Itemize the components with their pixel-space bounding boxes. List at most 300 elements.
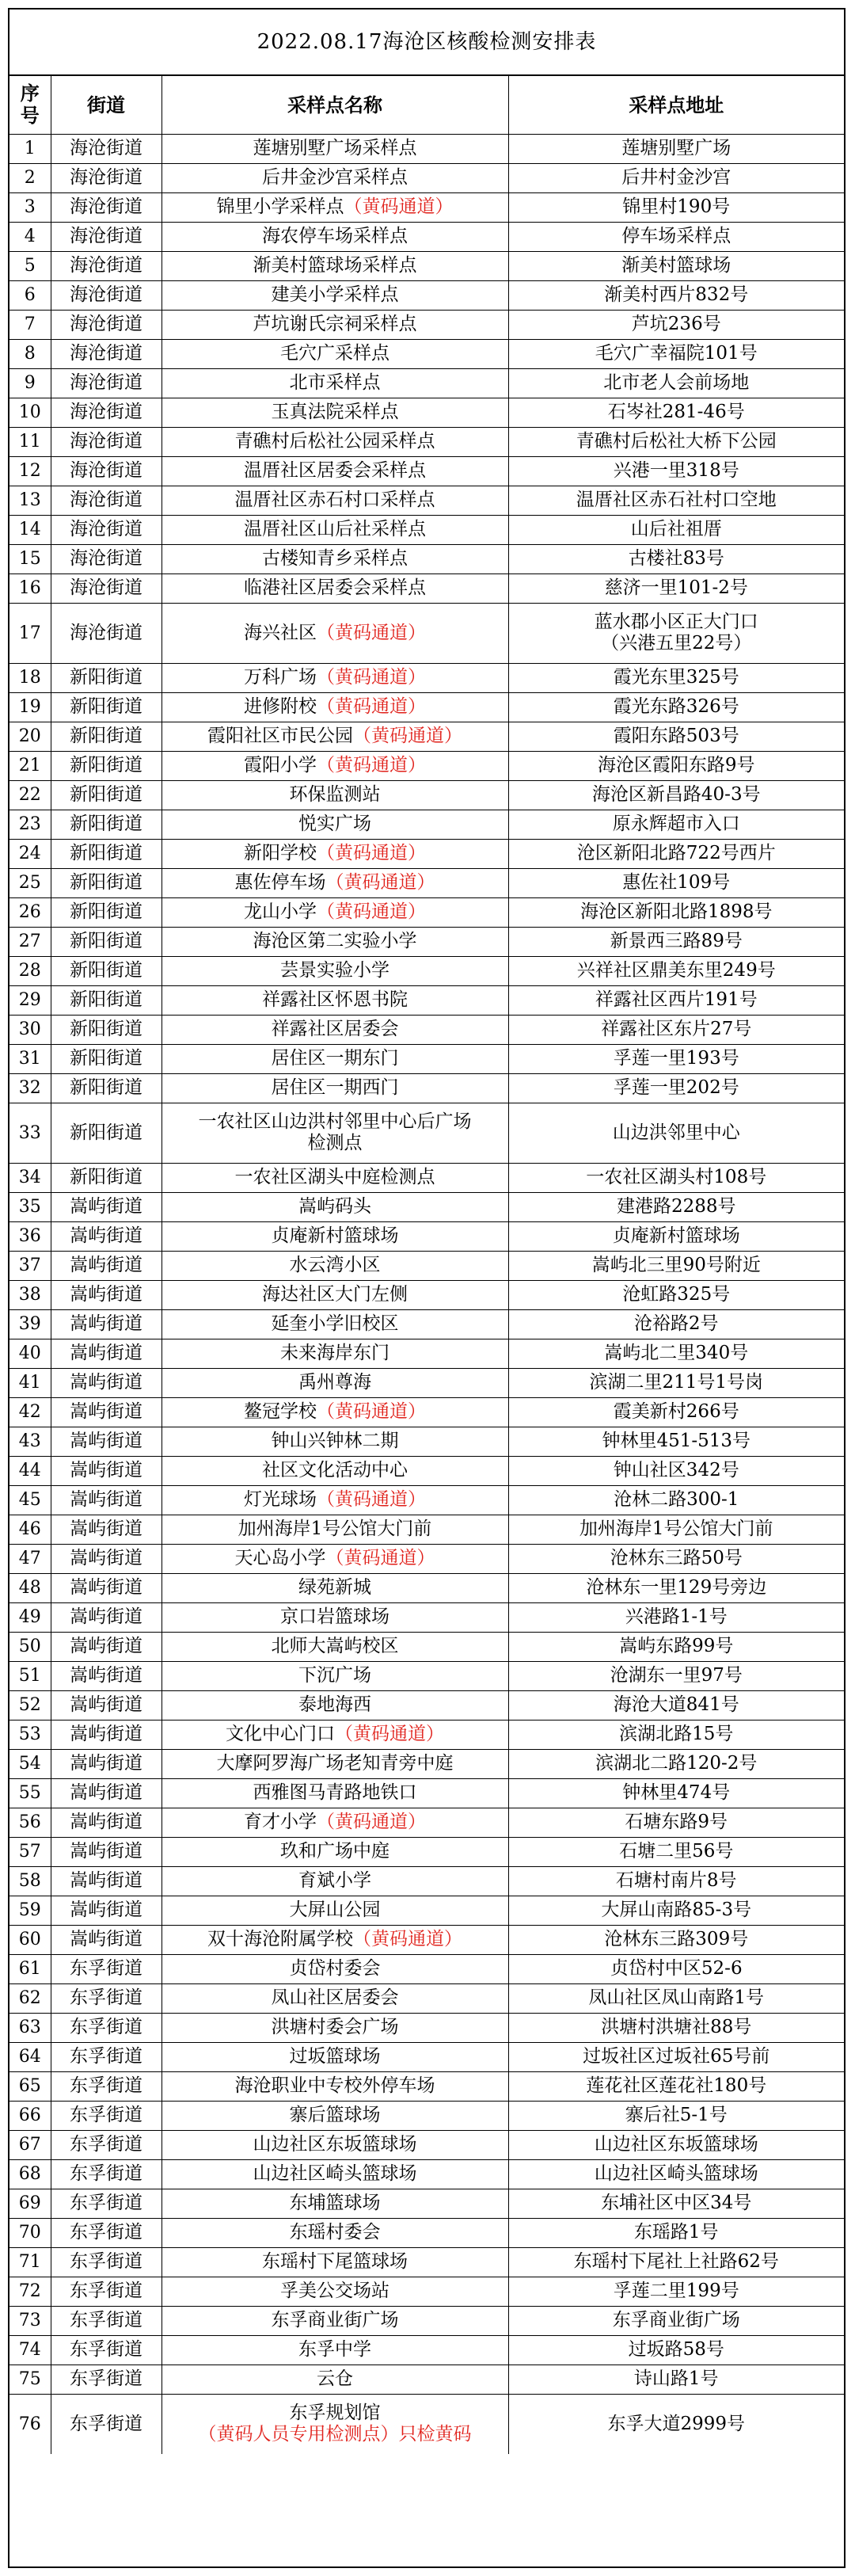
schedule-table: [10, 76, 844, 2454]
name-text: 水云湾小区: [289, 1255, 381, 1275]
cell-address: [508, 192, 844, 222]
address-text: 凤山社区凤山南路1号: [588, 1987, 765, 2008]
cell-address: [508, 2013, 844, 2042]
address-text: 孚莲二里199号: [613, 2281, 739, 2301]
cell-seq: 51: [10, 1661, 51, 1690]
cell-street: 嵩屿街道: [51, 1632, 162, 1661]
cell-name: [162, 2042, 508, 2071]
cell-name: [162, 368, 508, 398]
cell-seq: 49: [10, 1602, 51, 1632]
name-text: 山边社区东坂篮球场: [253, 2134, 417, 2155]
cell-name: [162, 2159, 508, 2189]
cell-address: [508, 1163, 844, 1192]
cell-name: [162, 1808, 508, 1837]
cell-name: [162, 868, 508, 897]
address-text: 加州海岸1号公馆大门前: [579, 1519, 773, 1539]
name-text: 温厝社区山后社采样点: [244, 519, 426, 539]
cell-name: [162, 751, 508, 780]
cell-street: 东孚街道: [51, 1954, 162, 1983]
cell-seq: 75: [10, 2365, 51, 2394]
table-row: [10, 1044, 844, 1073]
name-text: 海农停车场采样点: [262, 226, 408, 246]
cell-seq: 30: [10, 1015, 51, 1044]
name-text: 贞庵新村篮球场: [271, 1225, 399, 1246]
table-row: [10, 163, 844, 192]
table-row: [10, 1280, 844, 1309]
cell-street: 东孚街道: [51, 2277, 162, 2306]
cell-seq: 62: [10, 1983, 51, 2013]
address-text: 大屏山南路85-3号: [601, 1900, 752, 1920]
cell-address: [508, 2101, 844, 2130]
cell-address: [508, 515, 844, 544]
cell-address: [508, 1397, 844, 1427]
cell-seq: 71: [10, 2247, 51, 2277]
cell-street: 新阳街道: [51, 692, 162, 722]
cell-name: [162, 1044, 508, 1073]
name-text: 东孚中学: [298, 2339, 371, 2360]
address-text: 嵩屿北二里340号: [604, 1343, 749, 1363]
yellow-code-tag: （黄码通道）: [344, 196, 454, 217]
address-text: 海沧区新昌路40-3号: [591, 784, 761, 805]
cell-name: [162, 1192, 508, 1221]
cell-street: 海沧街道: [51, 574, 162, 603]
cell-street: 嵩屿街道: [51, 1456, 162, 1485]
cell-address: [508, 1808, 844, 1837]
address-text: 洪塘村洪塘社88号: [601, 2017, 752, 2037]
cell-name: [162, 2247, 508, 2277]
yellow-code-tag: （黄码通道）: [317, 1812, 426, 1832]
cell-seq: 2: [10, 163, 51, 192]
cell-street: 东孚街道: [51, 2335, 162, 2365]
address-text: 沧湖东一里97号: [610, 1665, 743, 1686]
name-text: 京口岩篮球场: [280, 1606, 390, 1627]
name-text: 东孚规划馆: [289, 2403, 381, 2424]
address-text: 一农社区湖头村108号: [586, 1167, 767, 1187]
table-row: [10, 398, 844, 427]
schedule-sheet: [8, 8, 846, 2568]
address-text: 沧裕路2号: [633, 1313, 719, 1334]
name-text: 锦里小学采样点: [216, 196, 344, 217]
address-text: 锦里村190号: [622, 196, 731, 217]
table-row: [10, 1073, 844, 1103]
cell-seq: 63: [10, 2013, 51, 2042]
table-row: [10, 1866, 844, 1896]
cell-street: 新阳街道: [51, 722, 162, 751]
table-row: [10, 427, 844, 456]
cell-name: [162, 2013, 508, 2042]
cell-address: [508, 1103, 844, 1163]
table-row: [10, 2189, 844, 2218]
name-text: 钟山兴钟林二期: [271, 1431, 399, 1451]
cell-address: [508, 1925, 844, 1954]
table-row: [10, 1808, 844, 1837]
cell-street: 嵩屿街道: [51, 1368, 162, 1397]
cell-street: 海沧街道: [51, 192, 162, 222]
header-row: [10, 76, 844, 134]
cell-name: [162, 574, 508, 603]
name-text: 西雅图马青路地铁口: [253, 1782, 417, 1803]
cell-name: [162, 1690, 508, 1720]
cell-seq: 31: [10, 1044, 51, 1073]
table-row: [10, 222, 844, 251]
cell-address: [508, 722, 844, 751]
cell-street: 嵩屿街道: [51, 1192, 162, 1221]
cell-name: [162, 2218, 508, 2247]
name-text: 北市采样点: [289, 372, 381, 393]
cell-address: [508, 398, 844, 427]
name-text: 玖和广场中庭: [280, 1841, 390, 1862]
table-row: [10, 515, 844, 544]
cell-seq: 56: [10, 1808, 51, 1837]
cell-name: [162, 2365, 508, 2394]
address-text: 莲花社区莲花社180号: [586, 2075, 767, 2096]
cell-address: [508, 1073, 844, 1103]
yellow-code-tag: （黄码通道）: [353, 726, 462, 746]
cell-seq: 7: [10, 310, 51, 339]
table-row: [10, 985, 844, 1015]
cell-address: [508, 1690, 844, 1720]
cell-street: 新阳街道: [51, 839, 162, 868]
cell-name: [162, 192, 508, 222]
address-text: 海沧区新阳北路1898号: [580, 901, 773, 922]
table-row: [10, 1485, 844, 1515]
cell-address: [508, 2042, 844, 2071]
cell-seq: 6: [10, 280, 51, 310]
cell-street: 东孚街道: [51, 1983, 162, 2013]
cell-street: 海沧街道: [51, 310, 162, 339]
table-row: [10, 2247, 844, 2277]
cell-name: [162, 2071, 508, 2101]
name-text: 温厝社区居委会采样点: [244, 460, 426, 481]
cell-name: [162, 1778, 508, 1808]
cell-address: [508, 897, 844, 927]
address-text: 贞岱村中区52-6: [610, 1958, 743, 1979]
cell-street: 东孚街道: [51, 2306, 162, 2335]
address-text: 山后社祖厝: [630, 519, 722, 539]
cell-seq: 69: [10, 2189, 51, 2218]
cell-address: [508, 456, 844, 486]
address-text: 嵩屿北三里90号附近: [591, 1255, 761, 1275]
table-row: [10, 1015, 844, 1044]
name-text: 云仓: [317, 2368, 353, 2389]
cell-address: [508, 251, 844, 280]
table-row: [10, 1983, 844, 2013]
address-text: 祥露社区西片191号: [595, 989, 758, 1010]
address-text: 渐美村西片832号: [604, 284, 749, 305]
cell-name: [162, 2130, 508, 2159]
cell-address: [508, 2159, 844, 2189]
name-text: 毛穴广采样点: [280, 343, 390, 364]
cell-street: 嵩屿街道: [51, 1485, 162, 1515]
cell-street: 海沧街道: [51, 456, 162, 486]
cell-seq: 40: [10, 1339, 51, 1368]
name-text: 莲塘别墅广场采样点: [253, 138, 417, 158]
header-name: 采样点名称: [162, 76, 508, 134]
name-text: 海达社区大门左侧: [262, 1284, 408, 1305]
cell-address: [508, 486, 844, 515]
cell-address: [508, 1339, 844, 1368]
cell-seq: 61: [10, 1954, 51, 1983]
cell-seq: 66: [10, 2101, 51, 2130]
cell-seq: 68: [10, 2159, 51, 2189]
cell-name: [162, 486, 508, 515]
cell-name: [162, 956, 508, 985]
yellow-code-tag: （黄码通道）: [325, 1548, 435, 1568]
table-row: [10, 722, 844, 751]
cell-street: 嵩屿街道: [51, 1309, 162, 1339]
table-row: [10, 897, 844, 927]
table-row: [10, 2335, 844, 2365]
name-text: 居住区一期西门: [271, 1077, 399, 1098]
name-text: 霞阳小学: [244, 755, 317, 775]
cell-name: [162, 985, 508, 1015]
cell-name: [162, 134, 508, 163]
address-text: 祥露社区东片27号: [601, 1019, 752, 1039]
name-text: 过坂篮球场: [289, 2046, 381, 2067]
table-row: [10, 2101, 844, 2130]
cell-name: [162, 310, 508, 339]
cell-address: [508, 1896, 844, 1925]
cell-street: 新阳街道: [51, 1015, 162, 1044]
address-text: 东孚商业街广场: [612, 2310, 740, 2330]
cell-street: 东孚街道: [51, 2247, 162, 2277]
cell-street: 东孚街道: [51, 2218, 162, 2247]
cell-address: [508, 2277, 844, 2306]
address-text: 滨湖二里211号1号岗: [589, 1372, 764, 1393]
cell-name: [162, 163, 508, 192]
table-row: [10, 1661, 844, 1690]
name-text: 绿苑新城: [298, 1577, 371, 1598]
cell-seq: 57: [10, 1837, 51, 1866]
yellow-code-tag: （黄码通道）: [353, 1929, 462, 1949]
cell-name: [162, 1720, 508, 1749]
address-text: 石塘东路9号: [625, 1812, 728, 1832]
address-text: 滨湖北路15号: [619, 1724, 734, 1744]
cell-address: [508, 163, 844, 192]
cell-address: [508, 1749, 844, 1778]
address-text: 古楼社83号: [628, 548, 724, 569]
table-row: [10, 1749, 844, 1778]
cell-address: [508, 1427, 844, 1456]
name-text: 加州海岸1号公馆大门前: [238, 1519, 432, 1539]
table-row: [10, 1309, 844, 1339]
table-row: [10, 1339, 844, 1368]
address-text: 东孚大道2999号: [607, 2413, 746, 2434]
address-text: 温厝社区赤石社村口空地: [576, 490, 777, 510]
cell-address: [508, 134, 844, 163]
table-row: [10, 692, 844, 722]
name-text: 万科广场: [244, 667, 317, 688]
cell-name: [162, 1632, 508, 1661]
address-text: 蓝水郡小区正大门口: [594, 612, 758, 632]
table-row: [10, 134, 844, 163]
cell-seq: 52: [10, 1690, 51, 1720]
cell-address: [508, 1661, 844, 1690]
table-row: [10, 486, 844, 515]
header-street: 街道: [51, 76, 162, 134]
table-row: [10, 956, 844, 985]
table-row: [10, 456, 844, 486]
cell-street: 新阳街道: [51, 1073, 162, 1103]
cell-address: [508, 603, 844, 663]
name-text: 霞阳社区市民公园: [207, 726, 353, 746]
cell-address: [508, 1837, 844, 1866]
cell-name: [162, 722, 508, 751]
cell-name: [162, 1515, 508, 1544]
cell-address: [508, 339, 844, 368]
cell-address: [508, 2306, 844, 2335]
cell-street: 嵩屿街道: [51, 1925, 162, 1954]
address-text: 沧区新阳北路722号西片: [576, 843, 776, 863]
address-text: 兴港路1-1号: [625, 1606, 728, 1627]
address-text: 原永辉超市入口: [612, 814, 740, 834]
cell-address: [508, 1015, 844, 1044]
name-text: 文化中心门口: [226, 1724, 335, 1744]
table-row: [10, 192, 844, 222]
table-row: [10, 1573, 844, 1602]
name-text: 未来海岸东门: [280, 1343, 390, 1363]
cell-name: [162, 927, 508, 956]
cell-address: [508, 956, 844, 985]
cell-address: [508, 544, 844, 574]
address-text: 诗山路1号: [633, 2368, 719, 2389]
cell-street: 新阳街道: [51, 810, 162, 839]
cell-name: [162, 427, 508, 456]
cell-street: 嵩屿街道: [51, 1573, 162, 1602]
table-row: [10, 663, 844, 692]
table-row: [10, 1690, 844, 1720]
name-text: 海兴社区: [244, 622, 317, 643]
address-text: 石塘二里56号: [619, 1841, 734, 1862]
header-seq: [10, 76, 51, 134]
cell-street: 海沧街道: [51, 398, 162, 427]
name-text: 鳌冠学校: [244, 1401, 317, 1422]
cell-street: 嵩屿街道: [51, 1602, 162, 1632]
table-row: [10, 310, 844, 339]
table-row: [10, 339, 844, 368]
cell-address: [508, 1778, 844, 1808]
cell-name: [162, 1983, 508, 2013]
address-text: 滨湖北二路120-2号: [595, 1753, 758, 1774]
name-text: 洪塘村委会广场: [271, 2017, 399, 2037]
cell-name: [162, 222, 508, 251]
address-text: 钟林里474号: [622, 1782, 731, 1803]
cell-seq: 36: [10, 1221, 51, 1251]
name-text: 凤山社区居委会: [271, 1987, 399, 2008]
cell-street: 新阳街道: [51, 751, 162, 780]
cell-seq: 72: [10, 2277, 51, 2306]
table-row: [10, 1427, 844, 1456]
cell-address: [508, 1544, 844, 1573]
address-text: 东瑶路1号: [633, 2222, 719, 2243]
name-text: 玉真法院采样点: [271, 402, 399, 422]
cell-name: [162, 1339, 508, 1368]
cell-seq: 38: [10, 1280, 51, 1309]
name-text: 灯光球场: [244, 1489, 317, 1510]
table-row: [10, 1954, 844, 1983]
cell-address: [508, 1280, 844, 1309]
cell-seq: 45: [10, 1485, 51, 1515]
cell-name: [162, 2306, 508, 2335]
cell-seq: 29: [10, 985, 51, 1015]
cell-seq: 32: [10, 1073, 51, 1103]
name-text: 贞岱村委会: [289, 1958, 381, 1979]
cell-seq: 59: [10, 1896, 51, 1925]
cell-street: 海沧街道: [51, 163, 162, 192]
name-text: 双十海沧附属学校: [207, 1929, 353, 1949]
cell-seq: 54: [10, 1749, 51, 1778]
cell-address: [508, 574, 844, 603]
name-text: 育才小学: [244, 1812, 317, 1832]
table-row: [10, 1925, 844, 1954]
address-text-line2: （兴港五里22号）: [601, 633, 752, 654]
cell-address: [508, 1221, 844, 1251]
cell-street: 海沧街道: [51, 280, 162, 310]
cell-seq: 15: [10, 544, 51, 574]
table-row: [10, 1515, 844, 1544]
cell-seq: 16: [10, 574, 51, 603]
name-text: 孚美公交场站: [280, 2281, 390, 2301]
cell-address: [508, 2247, 844, 2277]
name-text: 祥露社区居委会: [271, 1019, 399, 1039]
cell-address: [508, 2394, 844, 2454]
cell-name: [162, 280, 508, 310]
address-text: 石岑社281-46号: [607, 402, 745, 422]
cell-seq: 14: [10, 515, 51, 544]
cell-name: [162, 1397, 508, 1427]
cell-seq: 9: [10, 368, 51, 398]
cell-seq: 50: [10, 1632, 51, 1661]
address-text: 山边社区东坂篮球场: [594, 2134, 758, 2155]
address-text: 芦坑236号: [631, 314, 721, 334]
name-text: 东瑶村委会: [289, 2222, 381, 2243]
cell-name: [162, 897, 508, 927]
cell-address: [508, 780, 844, 810]
cell-name: [162, 1749, 508, 1778]
cell-street: 嵩屿街道: [51, 1690, 162, 1720]
cell-address: [508, 368, 844, 398]
cell-seq: 39: [10, 1309, 51, 1339]
table-row: [10, 280, 844, 310]
cell-name: [162, 1837, 508, 1866]
cell-address: [508, 839, 844, 868]
cell-street: 嵩屿街道: [51, 1397, 162, 1427]
cell-street: 海沧街道: [51, 427, 162, 456]
name-text: 一农社区湖头中庭检测点: [234, 1167, 435, 1187]
name-text: 居住区一期东门: [271, 1048, 399, 1069]
cell-address: [508, 1954, 844, 1983]
cell-seq: 43: [10, 1427, 51, 1456]
cell-street: 嵩屿街道: [51, 1251, 162, 1280]
cell-street: 东孚街道: [51, 2159, 162, 2189]
cell-seq: 41: [10, 1368, 51, 1397]
cell-street: 新阳街道: [51, 1044, 162, 1073]
address-text: 北市老人会前场地: [603, 372, 750, 393]
name-text: 新阳学校: [244, 843, 317, 863]
table-row: [10, 1221, 844, 1251]
cell-name: [162, 398, 508, 427]
table-row: [10, 1368, 844, 1397]
cell-seq: 60: [10, 1925, 51, 1954]
cell-street: 海沧街道: [51, 339, 162, 368]
cell-seq: 22: [10, 780, 51, 810]
name-text: 后井金沙宫采样点: [262, 167, 408, 188]
name-text: 芦坑谢氏宗祠采样点: [253, 314, 417, 334]
cell-seq: 17: [10, 603, 51, 663]
table-row: [10, 751, 844, 780]
cell-name: [162, 2394, 508, 2454]
name-text: 悦实广场: [298, 814, 371, 834]
